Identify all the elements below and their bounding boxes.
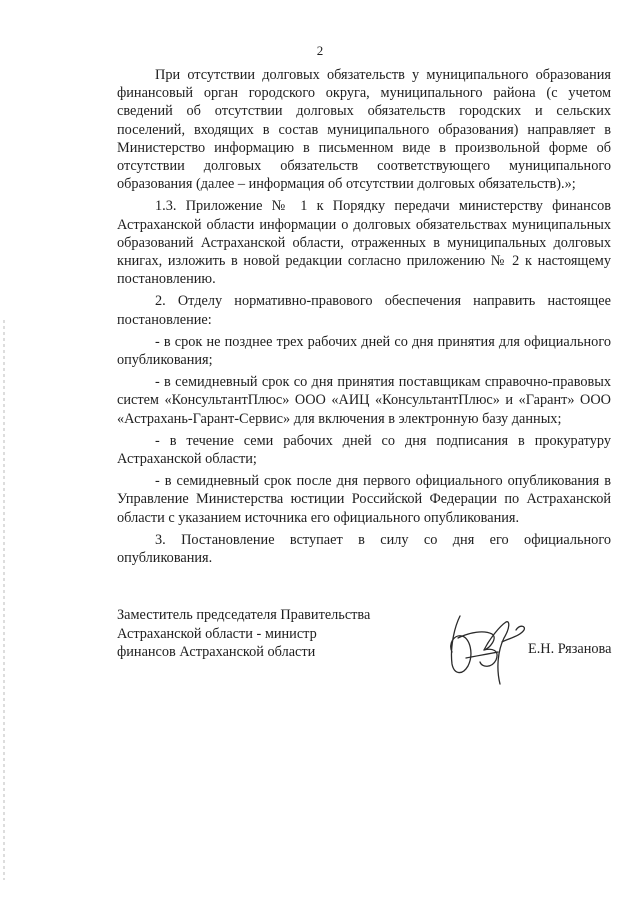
paragraph-2: 2. Отделу нормативно-правового обеспечения направить настоящее постановление: [117, 293, 611, 328]
signatory-position-line: Заместитель председателя Правительства [117, 607, 371, 623]
signatory-position-line: финансов Астраханской области [117, 644, 316, 660]
list-item-ministry-justice: - в семидневный срок после дня первого официального опубликования в Управление Министерства юстиции Российской Федерации по Астраханской области с указанием источника его официального опубликования. [117, 473, 611, 526]
document-body [117, 66, 611, 567]
scan-margin-artifact [3, 320, 5, 880]
signatory-position [117, 606, 370, 662]
list-item-legal-systems: - в семидневный срок со дня принятия поставщикам справочно-правовых систем «КонсультантПлюс» ООО «АИЦ «КонсультантПлюс» и «Гарант» ООО «Астрахань-Гарант-Сервис» для включения в электронную базу данных; [117, 374, 611, 427]
page-number: 2 [316, 43, 324, 58]
list-item-publication: - в срок не позднее трех рабочих дней со дня принятия для официального опубликования; [117, 333, 611, 369]
paragraph-1-3: 1.3. Приложение № 1 к Порядку передачи министерству финансов Астраханской области информации о долговых обязательствах муниципальных образований Астраханской области, отраженных в муниципальных долговых книгах, изложить в новой редакции согласно приложению № 2 к настоящему постановлению. [117, 198, 611, 288]
paragraph-3: 3. Постановление вступает в силу со дня его официального опубликования. [117, 531, 611, 567]
signer-name: Е.Н. Рязанова [528, 641, 612, 657]
signatory-position-line: Астраханской области - министр [117, 625, 317, 642]
list-item-prosecutor: - в течение семи рабочих дней со дня подписания в прокуратуру Астраханской области; [117, 432, 611, 468]
handwritten-signature [440, 608, 530, 690]
paragraph-no-debt-info: При отсутствии долговых обязательств у муниципального образования финансовый орган городского округа, муниципального района (с учетом сведений об отсутствии долговых обязательств городских и сельских поселений, входящих в состав муниципального образования) направляет в Министерство информацию в письменном виде в произвольной форме об отсутствии долговых обязательств соответствующего муниципального образования (далее – информация об отсутствии долговых обязательств).»; [117, 67, 611, 193]
